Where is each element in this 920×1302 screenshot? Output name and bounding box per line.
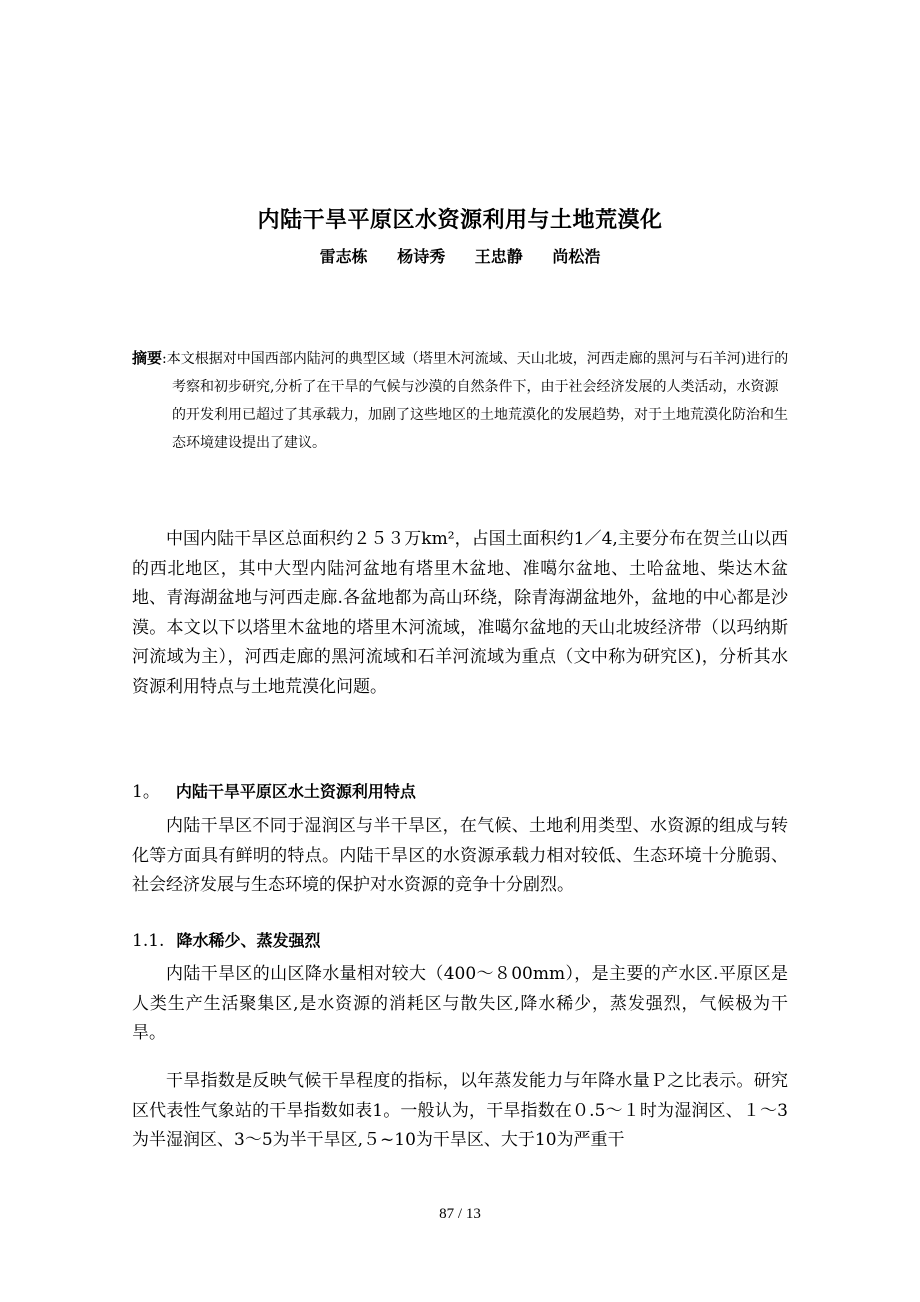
intro-paragraph: 中国内陆干旱区总面积约２５３万km²，占国土面积约1／4,主要分布在贺兰山以西的西北地区，其中大型内陆河盆地有塔里木盆地、准噶尔盆地、土哈盆地、柴达木盆地、青海湖盆地与河西走廊.各盆地都为高山环绕，除青海湖盆地外，盆地的中心都是沙漠。本文以下以塔里木盆地的塔里木河流域，准噶尔盆地的天山北坡经济带（以玛纳斯河流域为主），河西走廊的黑河流域和石羊河流域为重点（文中称为研究区)，分析其水资源利用特点与土地荒漠化问题。 [132,529,788,697]
author-list [0,244,920,267]
author-name: 杨诗秀 [397,247,446,266]
subsection-title: 降水稀少、蒸发强烈 [176,931,321,950]
abstract [132,344,792,457]
subsection-number: 1.1. [132,931,165,951]
subsection-paragraph: 干旱指数是反映气候干旱程度的指标，以年蒸发能力与年降水量Ｐ之比表示。研究区代表性气象站的干旱指数如表1。一般认为，干旱指数在０.5～１时为湿润区、１～3为半湿润区、3～5为半干旱区,５~10为干旱区、大于10为严重干 [132,1071,788,1150]
paper-title: 内陆干旱平原区水资源利用与土地荒漠化 [257,208,663,233]
section-paragraph: 内陆干旱区不同于湿润区与半干旱区，在气候、土地利用类型、水资源的组成与转化等方面具有鲜明的特点。内陆干旱区的水资源承载力相对较低、生态环境十分脆弱、社会经济发展与生态环境的保护对水资源的竞争十分剧烈。 [132,816,788,895]
abstract-label: 摘要 [132,349,163,367]
author-name: 雷志栋 [319,247,368,266]
subsection-paragraph: 内陆干旱区的山区降水量相对较大（400～８00mm），是主要的产水区.平原区是人类生产生活聚集区,是水资源的消耗区与散失区,降水稀少，蒸发强烈，气候极为干旱。 [132,964,788,1043]
author-name: 王忠静 [474,247,523,266]
section-number: 1。 [132,782,160,802]
section-title: 内陆干旱平原区水土资源利用特点 [175,782,416,801]
abstract-text: :本文根据对中国西部内陆河的典型区域（塔里木河流域、天山北坡，河西走廊的黑河与石羊河)进行的考察和初步研究,分析了在干旱的气候与沙漠的自然条件下，由于社会经济发展的人类活动，水资源的开发利用已超过了其承载力，加剧了这些地区的土地荒漠化的发展趋势，对于土地荒漠化防治和生态环境建设提出了建议。 [162,351,789,451]
author-name: 尚松浩 [552,247,601,266]
subsection-heading [132,926,788,957]
section-heading [132,777,788,808]
abstract-body [132,344,792,457]
page-number: 87 / 13 [439,1206,481,1222]
